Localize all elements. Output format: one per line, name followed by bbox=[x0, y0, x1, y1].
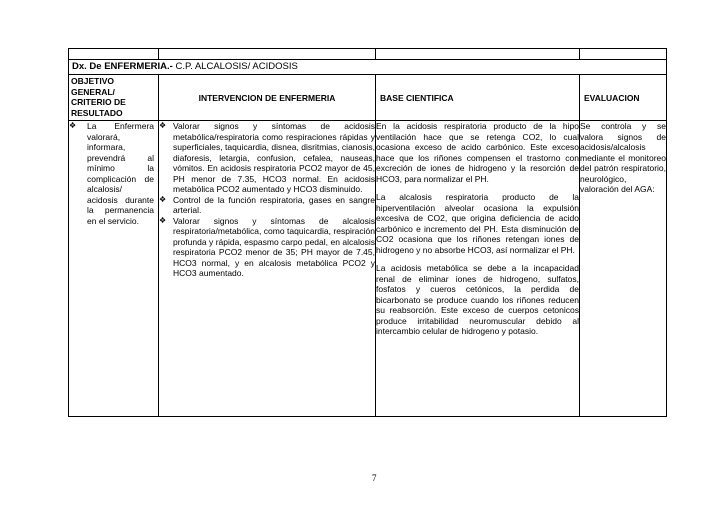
intervencion-item bbox=[159, 121, 375, 195]
care-plan-table bbox=[68, 48, 667, 417]
header-row bbox=[69, 75, 667, 121]
diagnosis-label: Dx. De ENFERMERIA.- bbox=[72, 61, 173, 72]
empty-cell bbox=[159, 49, 376, 60]
diamond-bullet-icon: ❖ bbox=[159, 121, 167, 130]
base-cientifica-cell bbox=[376, 121, 580, 417]
header-objetivo: OBJETIVO GENERAL/ CRITERIO DE RESULTADO bbox=[69, 75, 159, 121]
base-paragraph: La acidosis metabólica se debe a la incapacidad renal de eliminar iones de hidrogeno, sulfatos, fosfatos y cueros cetónicos, la perdida de bicarbonato se produce cuando los riñones reducen su reabsorción. Este exceso de cuerpos cetonicos produce irritabilidad neuromuscular debido al intercambio celular de hidrogeno y potasio. bbox=[376, 263, 579, 336]
diamond-bullet-icon: ❖ bbox=[159, 215, 167, 225]
base-paragraph: La alcalosis respiratoria producto de la hiperventilación alveolar ocasiona la expulsión excesiva de CO2, que origina deficiencia de acido carbónico e incremento del PH. Esta disminución de CO2 ocasiona que los riñones retengan iones de hidrogeno y no absorbe HCO3, así normalizar el PH. bbox=[376, 192, 579, 255]
intervencion-cell bbox=[159, 121, 376, 417]
content-row bbox=[69, 121, 667, 417]
objetivo-cell bbox=[69, 121, 159, 417]
header-evaluacion: EVALUACION bbox=[580, 75, 667, 121]
intervencion-item bbox=[159, 195, 375, 216]
diagnosis-cell bbox=[69, 60, 667, 75]
header-base-cientifica: BASE CIENTIFICA bbox=[376, 75, 580, 121]
page-number: 7 bbox=[372, 473, 377, 483]
diamond-bullet-icon: ❖ bbox=[69, 121, 77, 130]
empty-cell bbox=[69, 49, 159, 60]
intervencion-item bbox=[159, 216, 375, 279]
objetivo-text: La Enfermera valorará, informara, prevendrá al mínimo la complicación de alcalosis/ acidosis durante la permanencia en el servicio. bbox=[87, 121, 154, 226]
diamond-bullet-icon: ❖ bbox=[159, 194, 167, 204]
intervencion-text: Valorar signos y síntomas de acidosis metabólica/respiratoria como respiraciones rápidas y superficiales, taquicardia, disnea, disritmias, cianosis, diaforesis, letargia, confusion, cefalea, nauseas, vómitos. En acidosis respiratoria PCO2 mayor de 45, PH menor de 7.35, HCO3 normal. En acidosis metabólica PCO2 aumentado y HCO3 disminuido. bbox=[173, 121, 375, 194]
intervencion-text: Control de la función respiratoria, gases en sangre arterial. bbox=[173, 194, 375, 215]
diagnosis-row bbox=[69, 60, 667, 75]
evaluacion-cell: Se controla y se valora signos de acidosis/alcalosis mediante el monitoreo del patrón respiratorio, neurológico, valoración del AGA: bbox=[580, 121, 667, 417]
objetivo-item bbox=[69, 121, 158, 226]
header-intervencion: INTERVENCION DE ENFERMERIA bbox=[159, 75, 376, 121]
diagnosis-value: C.P. ALCALOSIS/ ACIDOSIS bbox=[172, 61, 298, 72]
base-paragraph: En la acidosis respiratoria producto de la hipo ventilación hace que se retenga CO2, lo cual ocasiona exceso de acido carbónico. Este exceso hace que los riñones compensen el trastorno con excreción de iones de hidrogeno y la resorción de HCO3, para normalizar el PH. bbox=[376, 121, 579, 184]
empty-cell bbox=[580, 49, 667, 60]
empty-top-row bbox=[69, 49, 667, 60]
intervencion-text: Valorar signos y síntomas de alcalosis respiratoria/metabólica, como taquicardia, respiración profunda y rápida, espasmo carpo pedal, en alcalosis respiratoria PCO2 menor de 35; PH mayor de 7.45, HCO3 normal, y en alcalosis metabólica PCO2 y HCO3 aumentado. bbox=[173, 215, 375, 278]
empty-cell bbox=[376, 49, 580, 60]
